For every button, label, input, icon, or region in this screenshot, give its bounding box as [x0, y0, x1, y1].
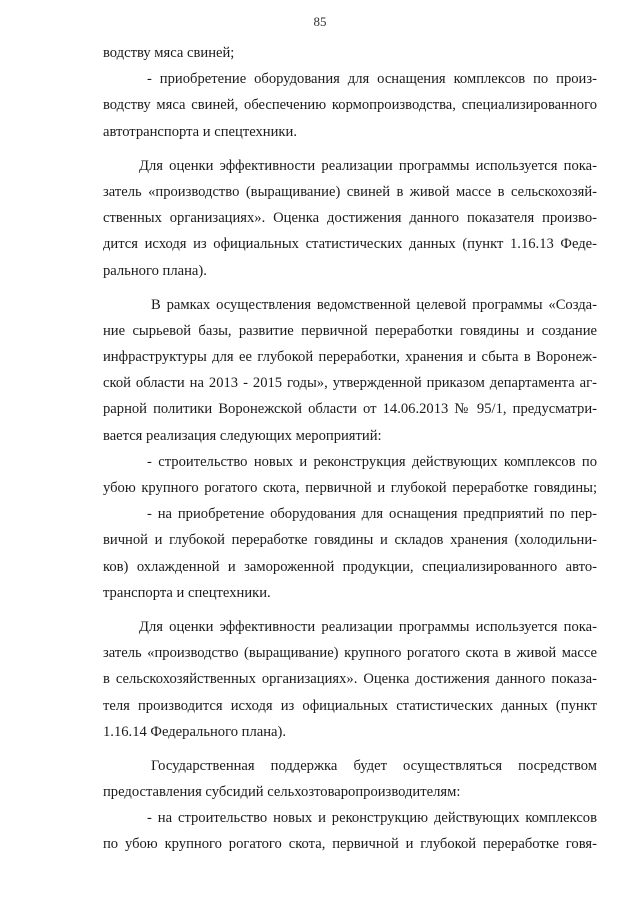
text-line: затель «производство (выращивание) свиней в живой массе в сельскохозяй- — [103, 183, 597, 200]
text-line: - на приобретение оборудования для оснащения предприятий по пер- — [147, 506, 597, 523]
text-line: ской области на 2013 - 2015 годы», утвержденной приказом департамента аг- — [103, 375, 597, 392]
text-line: убою крупного рогатого скота, первичной и глубокой переработке говядины; — [103, 480, 597, 496]
text-line: рального плана). — [103, 262, 207, 279]
text-line: теля производится исходя из официальных статистических данных (пункт — [103, 697, 597, 714]
text-line: водству мяса свиней; — [103, 45, 235, 61]
text-line: В рамках осуществления ведомственной целевой программы «Созда- — [151, 296, 597, 313]
text-line: транспорта и спецтехники. — [103, 584, 271, 601]
text-line: - на строительство новых и реконструкцию действующих комплексов — [147, 810, 597, 827]
text-line: инфраструктуры для ее глубокой переработки, хранения и сбыта в Воронеж- — [103, 349, 597, 366]
text-line: предоставления субсидий сельхозтоваропроизводителям: — [103, 784, 461, 801]
text-line: вичной и глубокой переработке говядины и складов хранения (холодильни- — [103, 532, 597, 549]
text-line: рарной политики Воронежской области от 14.06.2013 № 95/1, предусматри- — [103, 401, 597, 418]
text-line: вается реализация следующих мероприятий: — [103, 427, 382, 444]
text-line: ков) охлажденной и замороженной продукции, специализированного авто- — [103, 558, 597, 575]
text-line: автотранспорта и спецтехники. — [103, 123, 297, 140]
text-line: дится исходя из официальных статистических данных (пункт 1.16.13 Феде- — [103, 236, 597, 253]
text-line: ственных организациях». Оценка достижения данного показателя произво- — [103, 210, 597, 227]
text-line: Государственная поддержка будет осуществляться посредством — [151, 757, 597, 774]
text-line: в сельскохозяйственных организациях». Оценка достижения данного показа- — [103, 671, 597, 688]
text-line: водству мяса свиней, обеспечению кормопроизводства, специализированного — [103, 97, 597, 114]
page-number: 85 — [313, 14, 327, 29]
text-line: ние сырьевой базы, развитие первичной переработки говядины и создание — [103, 322, 597, 339]
text-line: по убою крупного рогатого скота, первичной и глубокой переработке говя- — [103, 836, 597, 853]
text-line: - приобретение оборудования для оснащения комплексов по произ- — [147, 71, 597, 88]
text-line: затель «производство (выращивание) крупного рогатого скота в живой массе — [103, 645, 597, 662]
text-line: Для оценки эффективности реализации программы используется пока- — [139, 618, 597, 635]
text-line: - строительство новых и реконструкция действующих комплексов по — [147, 453, 597, 470]
text-line: Для оценки эффективности реализации программы используется пока- — [139, 157, 597, 174]
text-line: 1.16.14 Федерального плана). — [103, 723, 287, 740]
document-body — [103, 40, 597, 858]
